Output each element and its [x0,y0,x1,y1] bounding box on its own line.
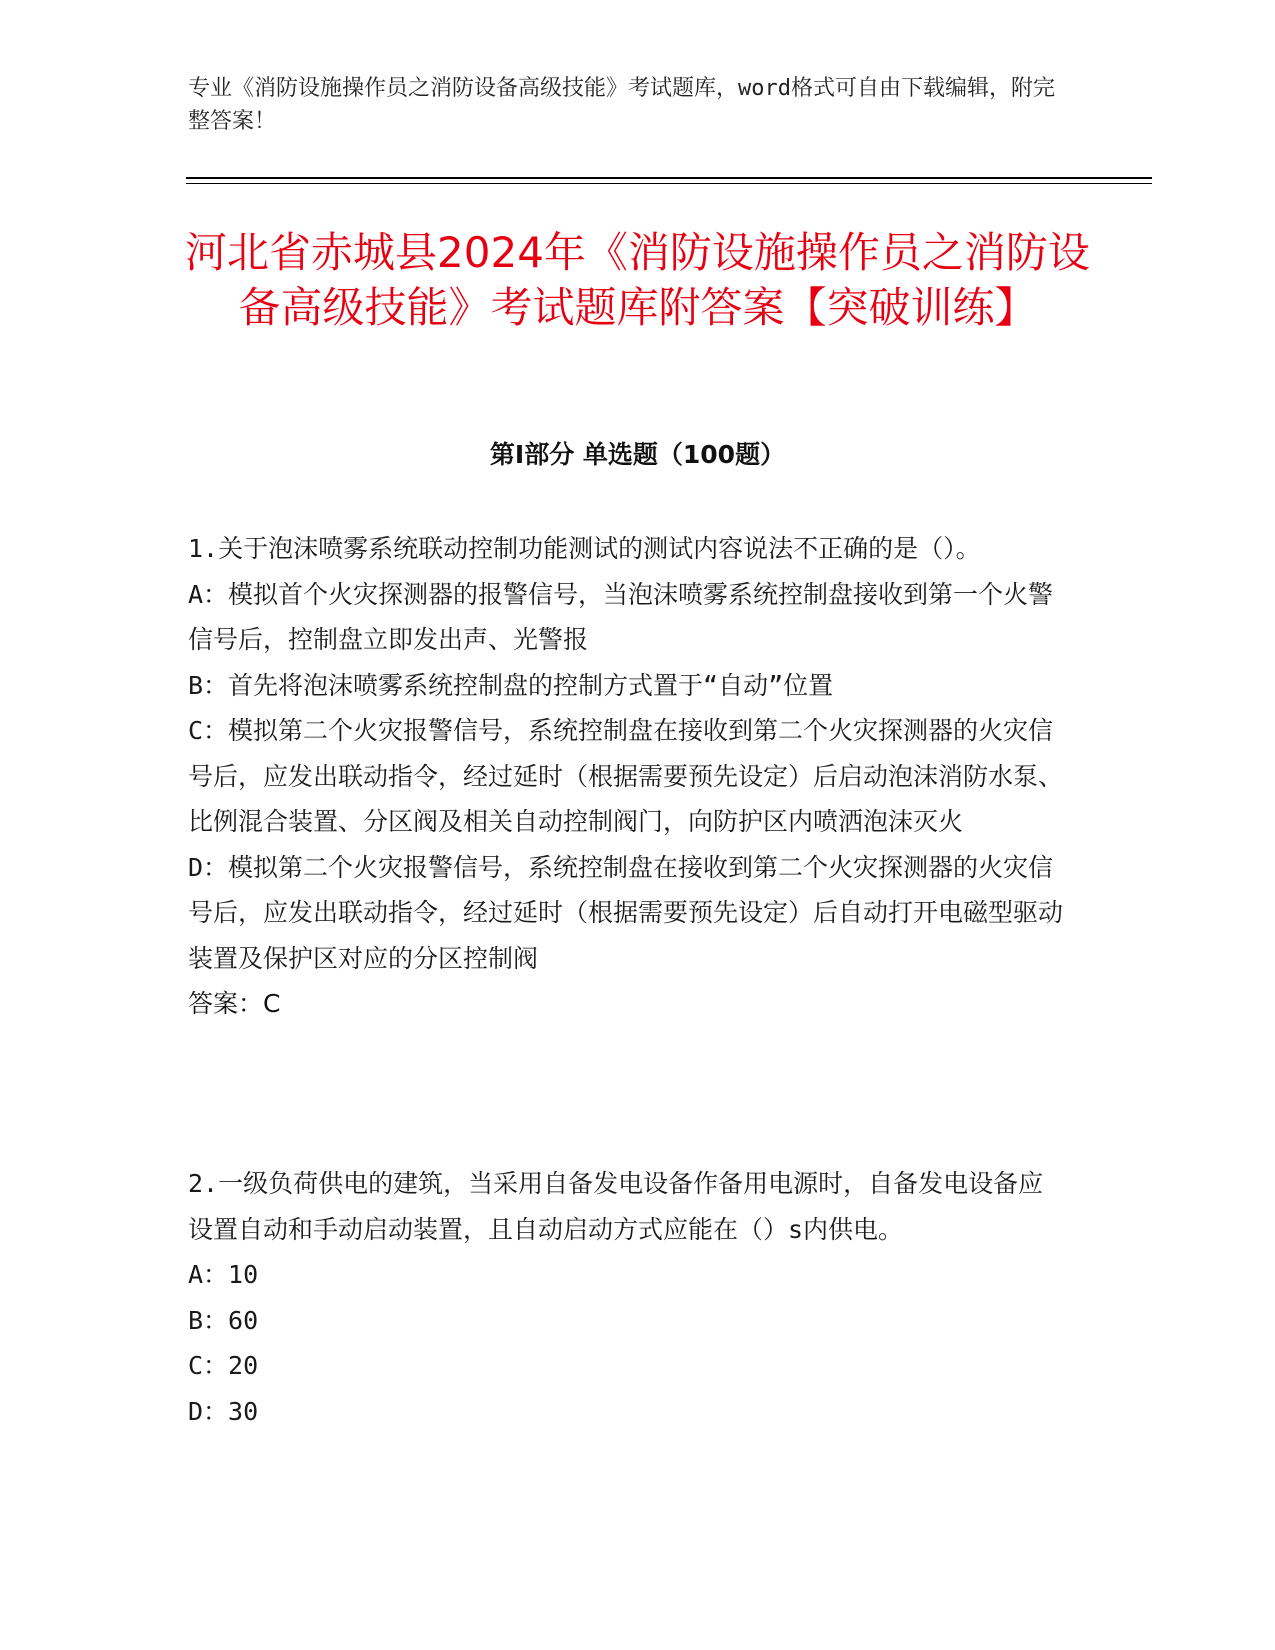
question-stem: 2.一级负荷供电的建筑，当采用自备发电设备作备用电源时，自备发电设备应设置自动和手动启动装置，且自动启动方式应能在（）s内供电。 [188,1169,1044,1244]
question-2 [188,1161,1068,1434]
option-a: A：10 [188,1260,259,1289]
question-stem: 1.关于泡沫喷雾系统联动控制功能测试的测试内容说法不正确的是（）。 [188,534,981,563]
document-title: 河北省赤城县2024年《消防设施操作员之消防设备高级技能》考试题库附答案【突破训练】 [185,228,1090,332]
question-1 [188,526,1068,1027]
option-b: B：首先将泡沫喷雾系统控制盘的控制方式置于“自动”位置 [188,670,834,700]
option-c: C：20 [188,1351,259,1380]
option-c: C：模拟第二个火灾报警信号，系统控制盘在接收到第二个火灾探测器的火灾信号后，应发出联动指令，经过延时（根据需要预先设定）后启动泡沫消防水泵、比例混合装置、分区阀及相关自动控制阀门，向防护区内喷洒泡沫灭火 [188,716,1064,836]
option-d: D：模拟第二个火灾报警信号，系统控制盘在接收到第二个火灾探测器的火灾信号后，应发出联动指令，经过延时（根据需要预先设定）后自动打开电磁型驱动装置及保护区对应的分区控制阀 [188,852,1064,973]
option-d: D：30 [188,1396,259,1426]
section-heading: 第I部分 单选题（100题） [489,440,786,469]
option-b: B：60 [188,1305,259,1335]
header-note: 专业《消防设施操作员之消防设备高级技能》考试题库，word格式可自由下载编辑，附完整答案！ [188,76,1055,134]
answer-label: 答案：C [188,989,281,1018]
header-divider-thin [186,183,1152,184]
option-a: A：模拟首个火灾探测器的报警信号，当泡沫喷雾系统控制盘接收到第一个火警信号后，控制盘立即发出声、光警报 [188,579,1054,654]
header-divider-thick [186,177,1152,179]
